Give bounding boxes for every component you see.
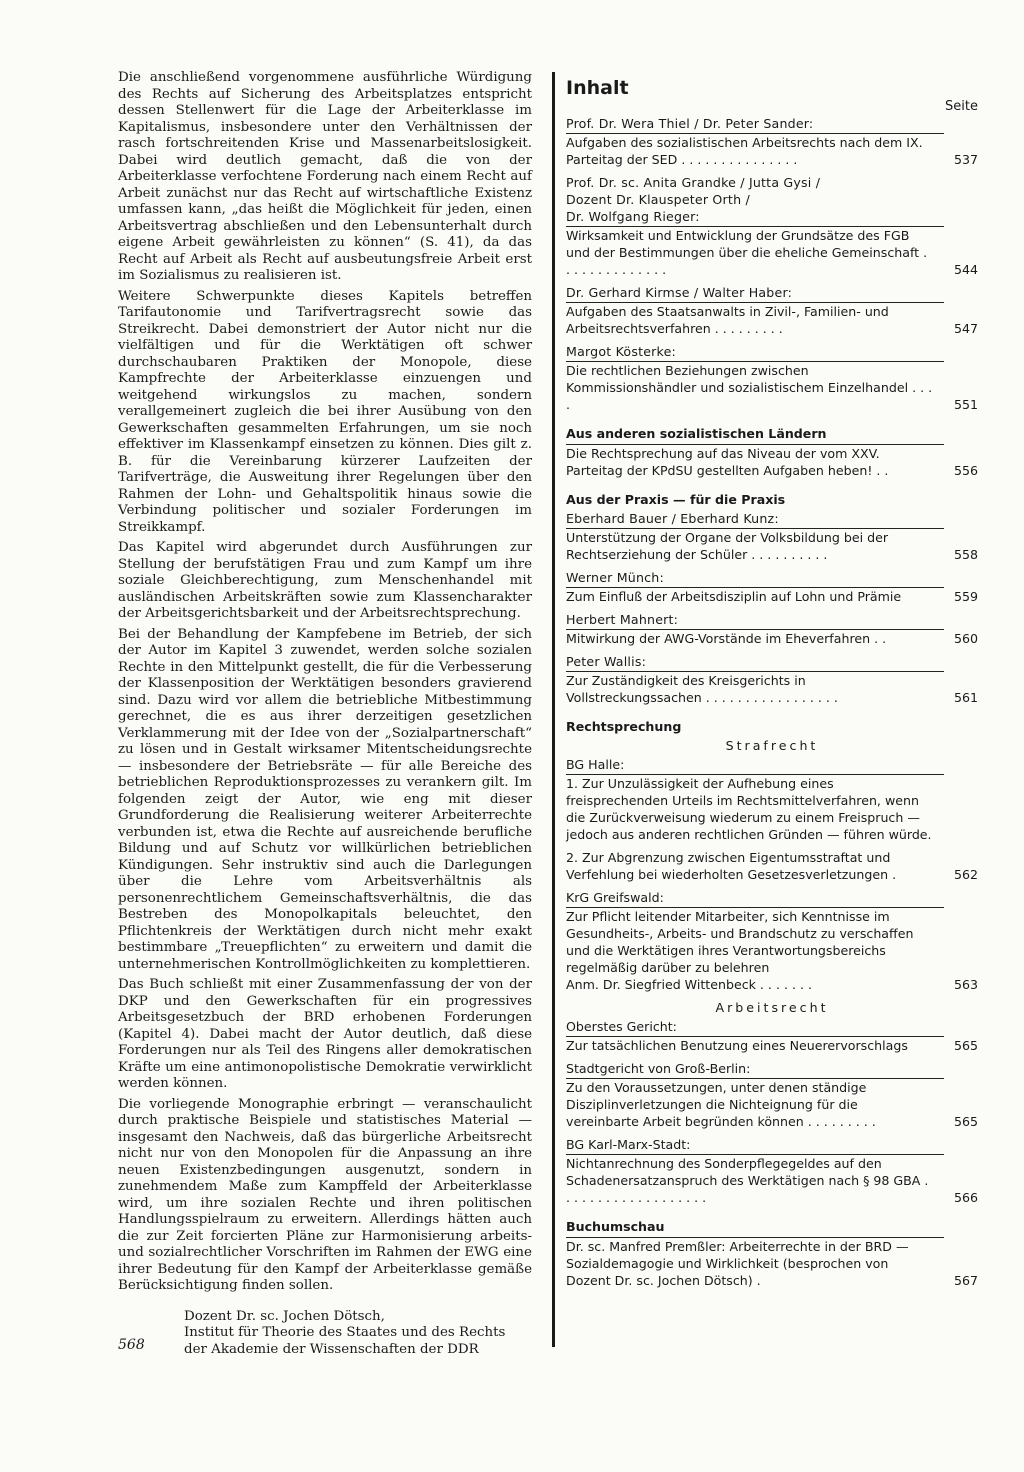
signature-line: Dozent Dr. sc. Jochen Dötsch, (184, 1308, 385, 1324)
toc-court: BG Karl-Marx-Stadt: (566, 1137, 691, 1152)
paragraph: Bei der Behandlung der Kampfebene im Betrieb, der sich der Autor im Kapitel 3 zuwendet, werden solche sozialen Rechte in den Mittelpunkt gestellt, die für die Verbesserung der Klassenposition der Werktätigen besonders gravierend sind. Dazu wird vor allem die betriebliche Mitbestimmung gerechnet, die es aus ihrer derzeitigen gesetzlichen Verklammerung mit der Idee von der „Sozialpartnerschaft“ zu lösen und in Gestalt wirksamer Mitentscheidungsrechte — insbesondere der Betriebsräte — für alle Bereiche des betrieblichen Reproduktionsprozesses zu verankern gilt. Im folgenden zeigt der Autor, wie eng mit dieser Grundforderung die Realisierung weiterer Arbeiterrechte verbunden ist, etwa die Rechte auf ausreichende berufliche Bildung und auf Schutz vor willkürlichen betrieblichen Kündigungen. Sehr instruktiv sind auch die Darlegungen über die Lehre vom Arbeitsverhältnis als personenrechtlichem Gemeinschaftsverhältnis, die das Bestreben des Monopolkapitals beleuchtet, den Pflichtenkreis der Werktätigen durch nicht mehr exakt bestimmbare „Treuepflichten“ zu erweitern und damit die unternehmerischen Kontrollmöglichkeiten zu komplettieren. (118, 626, 532, 972)
toc-entry[interactable] (566, 1037, 978, 1054)
toc-entry[interactable] (566, 775, 978, 843)
toc-page: 567 (953, 1273, 978, 1288)
toc-entry[interactable] (566, 284, 978, 337)
paragraph: Die vorliegende Monographie erbringt — veranschaulicht durch praktische Beispiele und statistisches Material — insgesamt den Nachweis, daß das bürgerliche Arbeitsrecht nicht nur von den Monopolen für die Anpassung an ihre neuen Existenzbedingungen ausgenutzt, sondern in zunehmendem Maße zum Kampffeld der Arbeiterklasse wird, um ihre sozialen Rechte und ihren politischen Handlungsspielraum zu erweitern. Allerdings hätten auch die zur Zeit forcierten Pläne zur Harmonisierung arbeits- und sozialrechtlicher Vorschriften im Rahmen der EWG eine ihrer Bedeutung für den Kampf der Arbeiterklasse gemäße Berücksichtigung finden sollen. (118, 1096, 532, 1293)
toc-section-heading: Aus der Praxis — für die Praxis (566, 492, 786, 507)
table-of-contents (566, 72, 978, 1295)
toc-title-text: Zu den Voraussetzungen, unter denen ständige Disziplinverletzungen die Nichteignung für die vereinbarte Arbeit begründen können . . . . . . . . . (566, 1080, 876, 1129)
reviewer-signature (184, 1309, 532, 1359)
toc-page: 566 (953, 1190, 978, 1205)
toc-subsection-heading: Arbeitsrecht (715, 1000, 829, 1015)
toc-page: 551 (953, 397, 978, 412)
toc-author: Werner Münch: (566, 570, 664, 585)
toc-entry[interactable] (566, 908, 978, 993)
toc-entry[interactable] (566, 1079, 978, 1130)
toc-author: Herbert Mahnert: (566, 612, 679, 627)
toc-title-text: Dr. sc. Manfred Premßler: Arbeiterrechte in der BRD — Sozialdemagogie und Wirklichkeit (besprochen von Dozent Dr. sc. Jochen Dötsch) . (566, 1239, 909, 1288)
toc-title-text: Zum Einfluß der Arbeitsdisziplin auf Lohn und Prämie (566, 589, 902, 604)
column-divider (552, 72, 555, 1347)
toc-title-text: Zur Pflicht leitender Mitarbeiter, sich Kenntnisse im Gesundheits-, Arbeits- und Brandschutz zu verschaffen und die Werktätigen ihres Verantwortungsbereichs regelmäßig darüber zu belehren (566, 909, 914, 975)
toc-page: 561 (953, 690, 978, 705)
toc-section-heading: Rechtsprechung (566, 719, 682, 734)
toc-subsection-heading: Strafrecht (725, 738, 819, 753)
toc-page: 559 (953, 589, 978, 604)
toc-page: 537 (953, 152, 978, 167)
paragraph: Das Kapitel wird abgerundet durch Ausführungen zur Stellung der berufstätigen Frau und zum Kampf um ihre soziale Gleichberechtigung, zum Menschenhandel mit ausländischen Arbeitskräften sowie zum Klassencharakter der Arbeitsgerichtsbarkeit und der Arbeitsrechtsprechung. (118, 540, 532, 621)
toc-entry[interactable] (566, 343, 978, 413)
toc-author: Dr. Wolfgang Rieger: (566, 209, 700, 224)
toc-page: 556 (953, 463, 978, 478)
toc-section-heading: Buchumschau (566, 1219, 665, 1234)
toc-title-text: Unterstützung der Organe der Volksbildung bei der Rechtserziehung der Schüler . . . . . . . . . . (566, 530, 889, 562)
toc-entry[interactable] (566, 611, 978, 647)
toc-court: Oberstes Gericht: (566, 1019, 677, 1034)
toc-page: 562 (953, 867, 978, 882)
toc-title-text: Wirksamkeit und Entwicklung der Grundsätze des FGB und der Bestimmungen über die eheliche Gemeinschaft . . . . . . . . . . . . . . (566, 228, 928, 277)
toc-title-text: Die Rechtsprechung auf das Niveau der vom XXV. Parteitag der KPdSU gestellten Aufgaben heben! . . (566, 446, 889, 478)
toc-page: 547 (953, 321, 978, 336)
toc-court: KrG Greifswald: (566, 890, 664, 905)
toc-title: Inhalt (566, 77, 629, 99)
toc-section-heading: Aus anderen sozialistischen Ländern (566, 426, 827, 441)
page-number: 568 (118, 1337, 145, 1353)
signature-line: der Akademie der Wissenschaften der DDR (184, 1341, 479, 1357)
toc-title-text: Zur Zuständigkeit des Kreisgerichts in Vollstreckungssachen . . . . . . . . . . . . . . . . . (566, 673, 838, 705)
toc-entry[interactable] (566, 174, 978, 278)
toc-author: Margot Kösterke: (566, 344, 676, 359)
toc-author: Dr. Gerhard Kirmse / Walter Haber: (566, 285, 793, 300)
toc-title-text: Aufgaben des sozialistischen Arbeitsrechts nach dem IX. Parteitag der SED . . . . . . . . . . . . . . . (566, 135, 923, 167)
paragraph: Die anschließend vorgenommene ausführliche Würdigung des Rechts auf Sicherung des Arbeitsplatzes entspricht dessen Stellenwert für die Lage der Arbeiterklasse im Kapitalismus, insbesondere unter den Verhältnissen der rasch fortschreitenden Krise und Massenarbeitslosigkeit. Dabei wird deutlich gemacht, daß die von der Arbeiterklasse verfochtene Forderung nach einem Recht auf Arbeit zunächst nur das Recht auf wirtschaftliche Existenz umfassen kann, „das heißt die Möglichkeit für jeden, einen Arbeitsvertrag abschließen und den Lebensunterhalt durch eigene Arbeit gewährleisten zu können“ (S. 41), da das Recht auf Arbeit als Recht auf ausbeutungsfreie Arbeit erst im Sozialismus zu realisieren ist. (118, 70, 532, 283)
toc-title-text: 1. Zur Unzulässigkeit der Aufhebung eines freisprechenden Urteils im Rechtsmittelverfahren, wenn die Zurückverweisung wiederum zu einem Freispruch — jedoch aus anderen rechtlichen Gründen — führen würde. (566, 776, 932, 842)
toc-entry[interactable] (566, 510, 978, 563)
signature-line: Institut für Theorie des Staates und des Rechts (184, 1325, 506, 1340)
toc-title-text: 2. Zur Abgrenzung zwischen Eigentumsstraftat und Verfehlung bei wiederholten Gesetzesverletzungen . (566, 850, 897, 882)
toc-entry[interactable] (566, 1155, 978, 1206)
toc-entry[interactable] (566, 445, 978, 479)
toc-title-text: Mitwirkung der AWG-Vorstände im Eheverfahren . . (566, 631, 887, 646)
toc-author: Dozent Dr. Klauspeter Orth / (566, 192, 750, 207)
toc-page: 563 (953, 977, 978, 992)
toc-page: 560 (953, 631, 978, 646)
toc-entry[interactable] (566, 849, 978, 883)
toc-entry[interactable] (566, 115, 978, 168)
toc-title-text: Die rechtlichen Beziehungen zwischen Kommissionshändler und sozialistischem Einzelhandel . . . . (566, 363, 933, 412)
toc-entry[interactable] (566, 1238, 978, 1289)
toc-court: Stadtgericht von Groß-Berlin: (566, 1061, 751, 1076)
page-column-label: Seite (945, 99, 978, 114)
paragraph: Das Buch schließt mit einer Zusammenfassung der von der DKP und den Gewerkschaften für ein progressives Arbeitsgesetzbuch der BRD erhobenen Forderungen (Kapitel 4). Dabei macht der Autor deutlich, daß diese Forderungen nur als Teil des Ringens aller demokratischen Kräfte um eine antimonopolistische Demokratie verwirklicht werden können. (118, 977, 532, 1091)
toc-page: 565 (953, 1114, 978, 1129)
toc-author: Prof. Dr. Wera Thiel / Dr. Peter Sander: (566, 116, 814, 131)
toc-title-text: Zur tatsächlichen Benutzung eines Neuerervorschlags (566, 1038, 908, 1053)
toc-author: Prof. Dr. sc. Anita Grandke / Jutta Gysi / (566, 175, 821, 190)
toc-author: Peter Wallis: (566, 654, 647, 669)
toc-court: BG Halle: (566, 757, 625, 772)
paragraph: Weitere Schwerpunkte dieses Kapitels betreffen Tarifautonomie und Tarifvertragsrecht sowie das Streikrecht. Dabei demonstriert der Autor nicht nur die vielfältigen und für die Werktätigen oft schwer durchschaubaren Praktiken der Monopole, diese Kampfrechte der Arbeiterklasse einzuengen und weitgehend wirkungslos zu machen, sondern verallgemeinert zugleich die bei ihrer Ausübung von den Gewerkschaften gesammelten Erfahrungen, um sie noch effektiver im Klassenkampf einsetzen zu können. Dies gilt z. B. für die Vereinbarung kürzerer Laufzeiten der Tarifverträge, die Ausweitung ihrer Regelungen über den Rahmen der Lohn- und Gehaltspolitik hinaus sowie die Verbindung politischer und sozialer Forderungen im Streikkampf. (118, 288, 532, 535)
toc-title-text: Aufgaben des Staatsanwalts in Zivil-, Familien- und Arbeitsrechtsverfahren . . . . . . . . . (566, 304, 889, 336)
toc-page: 544 (953, 262, 978, 277)
toc-author: Eberhard Bauer / Eberhard Kunz: (566, 511, 779, 526)
toc-entry[interactable] (566, 653, 978, 706)
toc-entry[interactable] (566, 569, 978, 605)
review-text-column (118, 70, 532, 1358)
toc-page: 558 (953, 547, 978, 562)
toc-title-text: Nichtanrechnung des Sonderpflegegeldes auf den Schadenersatzanspruch des Werktätigen nach § 98 GBA . . . . . . . . . . . . . . . . . . . (566, 1156, 929, 1205)
toc-page: 565 (953, 1038, 978, 1053)
toc-title-text: Anm. Dr. Siegfried Wittenbeck . . . . . . . (566, 977, 812, 992)
